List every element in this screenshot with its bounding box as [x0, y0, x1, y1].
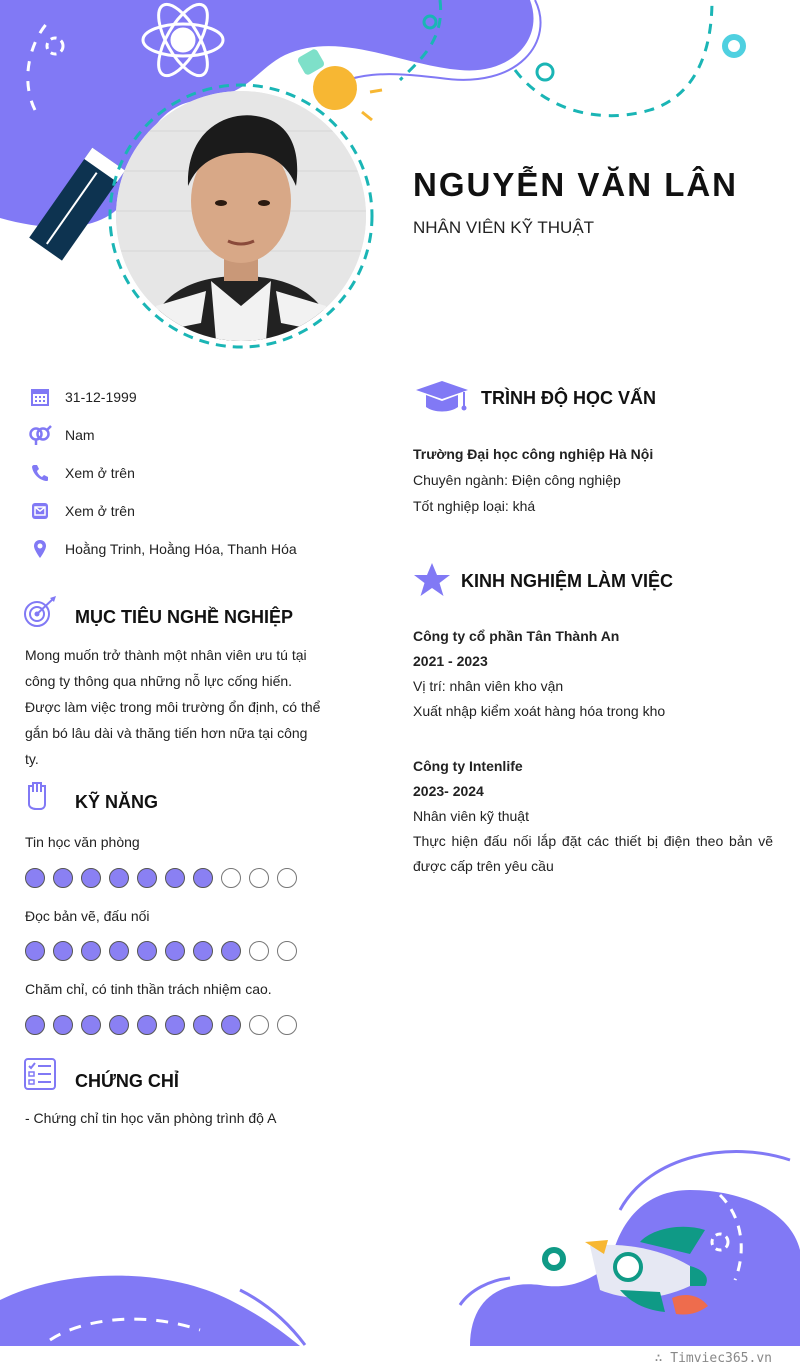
rating-dot-empty — [277, 868, 297, 888]
contact-phone-text: Xem ở trên — [65, 465, 135, 481]
job-title: NHÂN VIÊN KỸ THUẬT — [413, 218, 595, 237]
objective-line: gắn bó lâu dài và thăng tiến hơn nữa tại công — [25, 725, 308, 741]
job-period: 2021 - 2023 — [413, 653, 488, 669]
email-icon — [28, 499, 52, 523]
watermark: ∴ Timviec365.vn — [654, 1351, 772, 1366]
job-company: Công ty Intenlife — [413, 758, 523, 774]
skill-name: Chăm chỉ, có tinh thần trách nhiệm cao. — [25, 981, 272, 997]
rating-dot-filled — [25, 1015, 45, 1035]
rating-dot-filled — [25, 941, 45, 961]
rating-dot-filled — [81, 941, 101, 961]
skill-rating — [25, 868, 297, 888]
rating-dot-filled — [193, 868, 213, 888]
rating-dot-filled — [53, 1015, 73, 1035]
job-company: Công ty cổ phần Tân Thành An — [413, 628, 620, 644]
skills-title: KỸ NĂNG — [75, 792, 159, 812]
footer-decoration — [0, 1130, 800, 1372]
objective-line: Được làm việc trong môi trường ổn định, có thể — [25, 699, 321, 715]
job-entry — [413, 624, 773, 724]
contact-email — [28, 499, 135, 523]
objective-text — [25, 642, 325, 772]
location-icon — [28, 537, 52, 561]
objective-line: ty. — [25, 751, 39, 767]
job-period: 2023- 2024 — [413, 783, 484, 799]
rating-dot-empty — [221, 868, 241, 888]
contact-email-text: Xem ở trên — [65, 503, 135, 519]
objective-line: công ty thông qua những nỗ lực cống hiến. — [25, 673, 293, 689]
rating-dot-filled — [81, 868, 101, 888]
job-line: được cấp trên yêu cầu — [413, 858, 554, 874]
skill-name: Tin học văn phòng — [25, 834, 140, 850]
rating-dot-filled — [165, 1015, 185, 1035]
rating-dot-empty — [277, 1015, 297, 1035]
target-icon — [24, 596, 60, 628]
objective-title: MỤC TIÊU NGHỀ NGHIỆP — [75, 607, 294, 627]
candidate-name: NGUYỄN VĂN LÂN — [413, 166, 739, 203]
skill-name: Đọc bản vẽ, đấu nối — [25, 908, 150, 924]
experience-title: KINH NGHIỆM LÀM VIỆC — [461, 571, 674, 591]
rating-dot-filled — [109, 1015, 129, 1035]
rating-dot-filled — [137, 1015, 157, 1035]
contact-gender-text: Nam — [65, 427, 95, 443]
contact-phone — [28, 461, 135, 485]
job-line: Vị trí: nhân viên kho vận — [413, 678, 564, 694]
contact-address-text: Hoằng Trinh, Hoằng Hóa, Thanh Hóa — [65, 541, 297, 557]
education-block — [413, 441, 653, 519]
star-icon — [413, 562, 451, 598]
rating-dot-empty — [249, 1015, 269, 1035]
rating-dot-filled — [193, 1015, 213, 1035]
job-entry — [413, 754, 773, 879]
major: Chuyên ngành: Điện công nghiệp — [413, 472, 621, 488]
avatar — [116, 91, 366, 341]
phone-icon — [28, 461, 52, 485]
job-line: Thực hiện đấu nối lắp đặt các thiết bị điện theo bản vẽ — [413, 833, 773, 849]
rating-dot-filled — [193, 941, 213, 961]
calendar-icon — [28, 385, 52, 409]
rating-dot-filled — [53, 941, 73, 961]
rating-dot-filled — [109, 941, 129, 961]
job-line: Nhân viên kỹ thuật — [413, 808, 529, 824]
contact-birthday-text: 31-12-1999 — [65, 389, 137, 405]
checklist-icon — [24, 1058, 56, 1090]
contact-gender — [28, 423, 95, 447]
rating-dot-filled — [221, 941, 241, 961]
rating-dot-filled — [137, 868, 157, 888]
rating-dot-filled — [221, 1015, 241, 1035]
rating-dot-filled — [109, 868, 129, 888]
rating-dot-filled — [53, 868, 73, 888]
job-line: Xuất nhập kiểm xoát hàng hóa trong kho — [413, 703, 666, 719]
rating-dot-filled — [137, 941, 157, 961]
certificates-title: CHỨNG CHỈ — [75, 1071, 179, 1091]
rating-dot-empty — [249, 941, 269, 961]
hand-icon — [26, 780, 48, 810]
skill-rating — [25, 941, 297, 961]
rating-dot-filled — [165, 868, 185, 888]
education-title: TRÌNH ĐỘ HỌC VẤN — [481, 388, 656, 408]
contact-birthday — [28, 385, 137, 409]
rating-dot-filled — [165, 941, 185, 961]
skill-rating — [25, 1015, 297, 1035]
rating-dot-empty — [277, 941, 297, 961]
rating-dot-empty — [249, 868, 269, 888]
rating-dot-filled — [81, 1015, 101, 1035]
gender-icon — [28, 423, 52, 447]
certificate-item: - Chứng chỉ tin học văn phòng trình độ A — [25, 1110, 277, 1126]
rating-dot-filled — [25, 868, 45, 888]
graduation-cap-icon — [414, 380, 470, 416]
contact-address — [28, 537, 297, 561]
school-name: Trường Đại học công nghiệp Hà Nội — [413, 446, 654, 462]
grade: Tốt nghiệp loại: khá — [413, 498, 536, 514]
objective-line: Mong muốn trở thành một nhân viên ưu tú tại — [25, 647, 307, 663]
